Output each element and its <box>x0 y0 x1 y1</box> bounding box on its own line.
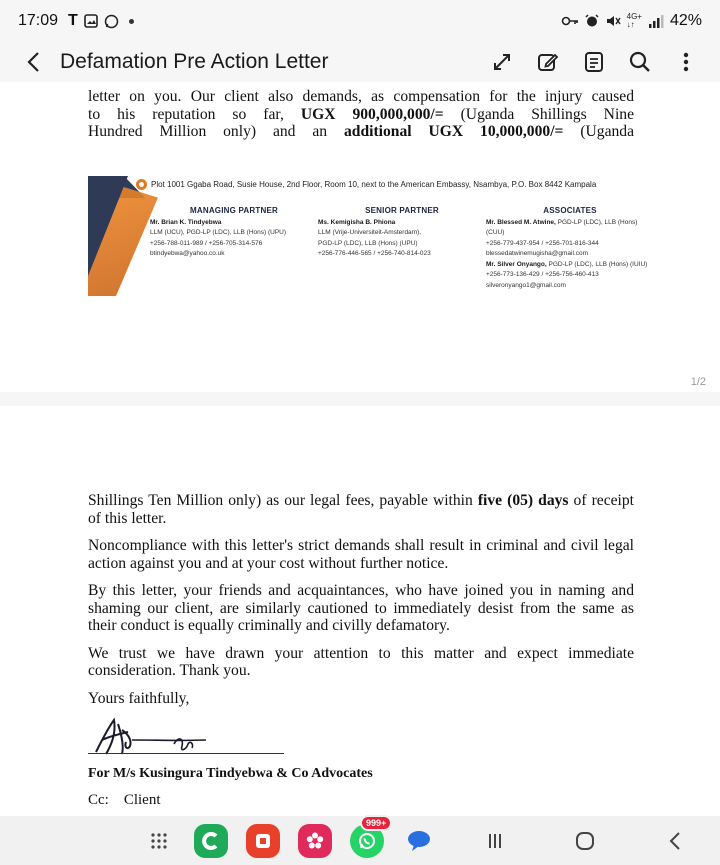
letterhead-footer <box>88 176 654 296</box>
text-line: to his reputation so far, UGX 900,000,000/= (Uganda Shillings Nine <box>88 105 634 123</box>
system-back-button[interactable] <box>658 824 692 858</box>
flower-app[interactable] <box>298 824 332 858</box>
expand-button[interactable] <box>490 50 514 74</box>
more-options-button[interactable] <box>674 50 698 74</box>
paragraph: We trust we have drawn your attention to this matter and expect immediate consideration. Thank you. <box>88 644 634 679</box>
alarm-icon <box>585 14 599 28</box>
pdf-page-1[interactable] <box>0 82 720 392</box>
apps-grid-icon <box>150 832 168 850</box>
page-title: Defamation Pre Action Letter <box>60 50 329 73</box>
search-button[interactable] <box>628 50 652 74</box>
gallery-icon <box>84 14 98 28</box>
chevron-left-icon <box>26 51 40 73</box>
flower-app-icon <box>305 831 325 851</box>
associates-column: ASSOCIATES Mr. Blessed M. Atwine, PGD-LP (LDC), LLB (Hons) (CUU) +256-779-437-954 / +256-701-816-344 blessedatwinemugisha@gmail.com Mr. Silver Onyango, PGD-LP (LDC), LLB (Hons) (IUIU) +256-773-136-429 / +256-756-460-413 silveronyango1@gmail.com <box>486 206 648 289</box>
paragraph: Noncompliance with this letter's strict demands shall result in criminal and civil legal action against you and at your cost without further notice. <box>88 537 634 572</box>
text-line: Hundred Million only) and an additional UGX 10,000,000/= (Uganda <box>88 123 634 140</box>
recents-icon <box>487 832 503 850</box>
whatsapp-app-icon <box>357 831 377 851</box>
chat-bubble-app[interactable] <box>402 824 436 858</box>
4g-icon: 4G+ ↓↑ <box>626 12 642 29</box>
firm-name: For M/s Kusingura Tindyebwa & Co Advocates <box>88 766 373 781</box>
deadline-bold: five (05) days <box>477 492 569 509</box>
managing-partner-column: MANAGING PARTNER Mr. Brian K. Tindyebwa LLM (UCU), PGD-LP (LDC), LLB (Hons) (UPU) +256-788-011-989 / +256-705-314-576 btindyebwa@yahoo.co.uk <box>150 206 287 257</box>
chat-bubble-app-icon <box>406 829 432 853</box>
paragraph: Shillings Ten Million only) as our legal fees, payable within five (05) days of receipt of this letter. <box>88 492 634 527</box>
carrier-label: T <box>68 12 78 29</box>
apps-grid-button[interactable] <box>142 824 176 858</box>
signature-line <box>88 753 284 754</box>
reader-mode-icon <box>584 51 604 73</box>
letterhead-address: Plot 1001 Ggaba Road, Susie House, 2nd Floor, Room 10, next to the American Embassy, Nsambya, P.O. Box 8442 Kampala <box>136 179 596 190</box>
key-icon <box>561 15 579 27</box>
home-icon <box>575 831 595 851</box>
mute-icon <box>605 14 621 28</box>
whatsapp-app[interactable] <box>350 817 387 858</box>
red-app[interactable] <box>246 824 280 858</box>
text-line: letter on you. Our client also demands, as compensation for the injury caused <box>88 88 634 105</box>
pdf-page-2[interactable] <box>0 406 720 816</box>
navigation-bar <box>0 816 720 865</box>
edit-icon <box>537 51 559 73</box>
app-bar <box>0 42 720 82</box>
status-time: 17:09 <box>18 12 59 29</box>
cc-line: Cc: Client <box>88 792 161 808</box>
edit-button[interactable] <box>536 50 560 74</box>
paragraph: By this letter, your friends and acquaintances, who have joined you in naming and shaming our client, are similarly cautioned to immediately desist from the same as their conduct is equally criminally and civilly defamatory. <box>88 582 634 634</box>
notification-badge: 999+ <box>360 815 392 831</box>
search-icon <box>629 51 651 73</box>
back-button[interactable] <box>16 45 50 79</box>
back-icon <box>669 831 681 851</box>
amount-bold: additional UGX 10,000,000/= <box>343 123 564 140</box>
page2-body-text <box>88 492 634 717</box>
partner-columns <box>150 206 654 291</box>
location-pin-icon <box>136 179 147 190</box>
amount-bold: UGX 900,000,000/= <box>300 105 444 123</box>
whatsapp-icon <box>104 14 119 29</box>
home-button[interactable] <box>568 824 602 858</box>
status-bar <box>0 0 720 42</box>
battery-level: 42% <box>669 12 702 29</box>
green-c-app-icon <box>201 831 221 851</box>
recents-button[interactable] <box>478 824 512 858</box>
page1-body-text <box>88 88 634 141</box>
green-c-app[interactable] <box>194 824 228 858</box>
reader-mode-button[interactable] <box>582 50 606 74</box>
red-app-icon <box>254 832 272 850</box>
senior-partner-column: SENIOR PARTNER Ms. Kemigisha B. Phiona LLM (Vrije-Universiteit-Amsterdam), PGD-LP (LDC), LLB (Hons) (UPU) +256-776-446-565 / +256-740-814-023 <box>318 206 439 257</box>
signal-icon <box>648 14 664 28</box>
notification-dot <box>129 19 134 24</box>
signature-image <box>88 710 288 762</box>
page-indicator: 1/2 <box>690 376 706 388</box>
closing: Yours faithfully, <box>88 689 190 707</box>
expand-icon <box>492 52 512 72</box>
more-icon <box>683 51 689 73</box>
